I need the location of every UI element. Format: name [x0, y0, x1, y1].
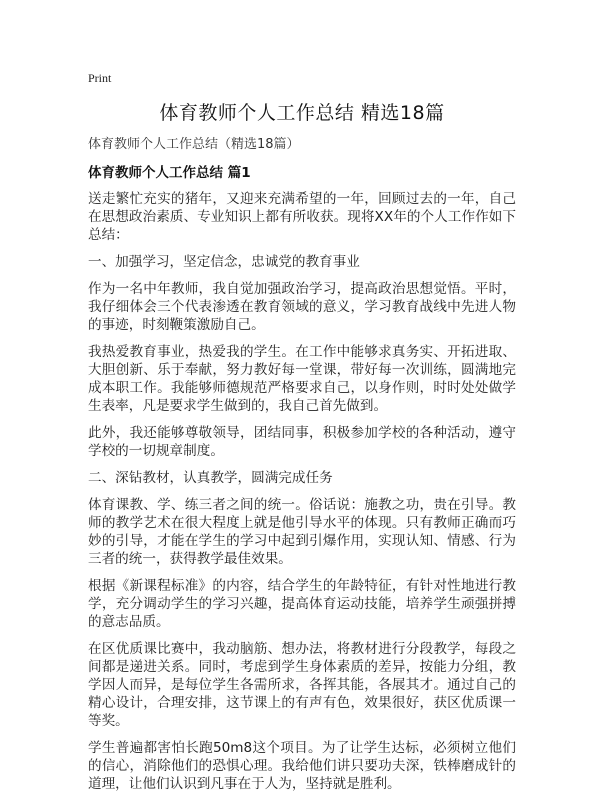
- paragraph: 学生普遍都害怕长跑50m8这个项目。为了让学生达标，必须树立他们的信心，消除他们的恐惧心理。我给他们讲只要功夫深，铁棒磨成针的道理，让他们认识到凡事在于人为，坚持就是胜利。: [88, 740, 516, 792]
- paragraph: 作为一名中年教师，我自觉加强政治学习，提高政治思想觉悟。平时，我仔细体会三个代表渗透在教育领域的意义，学习教育战线中先进人物的事迹，时刻鞭策激励自己。: [88, 281, 516, 333]
- document-title: 体育教师个人工作总结 精选18篇: [159, 102, 445, 124]
- document-page: [88, 70, 516, 802]
- paragraph-subheading-1: 一、加强学习，坚定信念，忠诚党的教育事业: [88, 254, 360, 270]
- paragraph: 在区优质课比赛中，我动脑筋、想办法，将教材进行分段教学，每段之间都是递进关系。同时，考虑到学生身体素质的差异，按能力分组，教学因人而异，是每位学生各需所求，各挥其能，各展其才。通过自己的精心设计，合理安排，这节课上的有声有色，效果很好，获区优质课一等奖。: [88, 641, 516, 729]
- paragraph: 体育课教、学、练三者之间的统一。俗话说：施教之功，贵在引导。教师的教学艺术在很大程度上就是他引导水平的体现。只有教师正确而巧妙的引导，才能在学生的学习中起到引爆作用，实现认知、情感、行为三者的统一，获得教学最佳效果。: [88, 497, 516, 567]
- document-subtitle: 体育教师个人工作总结（精选18篇）: [88, 137, 300, 152]
- paragraph-intro: 送走繁忙充实的猪年，又迎来充满希望的一年，回顾过去的一年，自己在思想政治素质、专业知识上都有所收获。现将XX年的个人工作作如下总结：: [88, 191, 516, 243]
- paragraph: 此外，我还能够尊敬领导，团结同事，积极参加学校的各种活动，遵守学校的一切规章制度。: [88, 425, 516, 459]
- paragraph: 我热爱教育事业，热爱我的学生。在工作中能够求真务实、开拓进取、大胆创新、乐于奉献，努力教好每一堂课，带好每一次训练，圆满地完成本职工作。我能够师德规范严格要求自己，以身作则，时时处处做学生表率，凡是要求学生做到的，我自己首先做到。: [88, 344, 516, 414]
- paragraph-subheading-2: 二、深钻教材，认真教学，圆满完成任务: [88, 470, 333, 486]
- section-heading: 体育教师个人工作总结 篇1: [88, 165, 251, 181]
- print-label[interactable]: Print: [88, 71, 112, 85]
- paragraph: 根据《新课程标准》的内容，结合学生的年龄特征，有针对性地进行教学，充分调动学生的学习兴趣，提高体育运动技能，培养学生顽强拼搏的意志品质。: [88, 578, 516, 630]
